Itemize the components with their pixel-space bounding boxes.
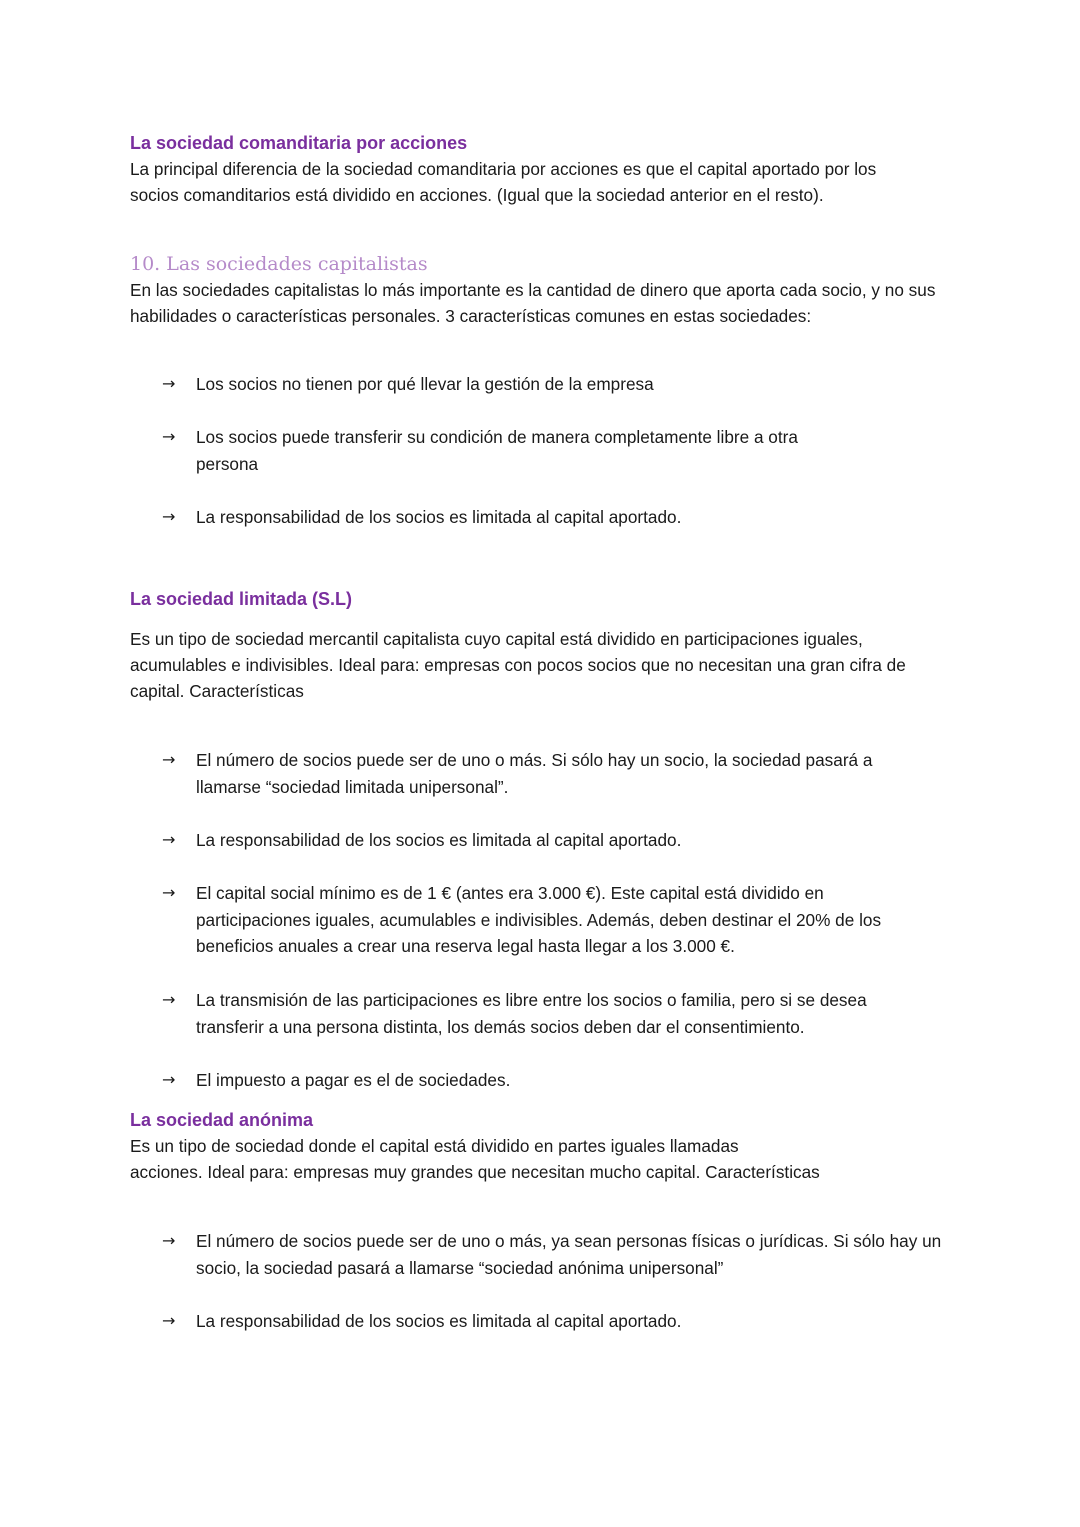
arrow-icon: →	[162, 1231, 176, 1250]
list-item	[130, 504, 950, 531]
list-item	[130, 424, 950, 477]
section-title: 10. Las sociedades capitalistas	[130, 253, 428, 275]
section-comanditaria-acciones	[130, 130, 950, 208]
arrow-icon: →	[162, 1070, 176, 1089]
section-body: La principal diferencia de la sociedad comanditaria por acciones es que el capital aportado por los socios comanditarios está dividido en acciones. (Igual que la sociedad anterior en el resto).	[130, 159, 877, 205]
section-title: La sociedad anónima	[130, 1110, 314, 1130]
list-item-text: El capital social mínimo es de 1 € (antes era 3.000 €). Este capital está dividido en participaciones iguales, acumulables e indivisibles. Además, deben destinar el 20% de los beneficios anuales a crear una reserva legal hasta llegar a los 3.000 €.	[196, 883, 882, 956]
arrow-icon: →	[162, 883, 176, 902]
section-title: La sociedad limitada (S.L)	[130, 589, 353, 609]
section-body-line: Es un tipo de sociedad donde el capital está dividido en partes iguales llamadas	[130, 1136, 739, 1156]
arrow-icon: →	[162, 427, 176, 446]
list-item	[130, 371, 950, 398]
list-item	[130, 747, 950, 800]
section-capitalistas	[130, 251, 950, 329]
list-item-text: La transmisión de las participaciones es libre entre los socios o familia, pero si se desea transferir a una persona distinta, los demás socios deben dar el consentimiento.	[196, 990, 867, 1037]
section-title: La sociedad comanditaria por acciones	[130, 133, 468, 153]
list-item	[130, 1228, 950, 1281]
section-limitada	[130, 586, 950, 612]
list-item-text: El impuesto a pagar es el de sociedades.	[196, 1070, 511, 1090]
list-item-text: Los socios puede transferir su condición de manera completamente libre a otra persona	[196, 427, 798, 474]
section-limitada-body	[130, 626, 950, 704]
arrow-icon: →	[162, 1311, 176, 1330]
list-item	[130, 1308, 950, 1335]
arrow-icon: →	[162, 507, 176, 526]
list-item-text: La responsabilidad de los socios es limitada al capital aportado.	[196, 507, 682, 527]
list-item-text: La responsabilidad de los socios es limitada al capital aportado.	[196, 1311, 682, 1331]
list-item-text: La responsabilidad de los socios es limitada al capital aportado.	[196, 830, 682, 850]
list-item	[130, 1067, 950, 1094]
list-item	[130, 880, 950, 960]
list-item-text: Los socios no tienen por qué llevar la gestión de la empresa	[196, 374, 654, 394]
list-item	[130, 827, 950, 854]
section-body: Es un tipo de sociedad mercantil capitalista cuyo capital está dividido en participaciones iguales, acumulables e indivisibles. Ideal para: empresas con pocos socios que no necesitan una gran cifra de capital. Características	[130, 629, 906, 701]
arrow-icon: →	[162, 830, 176, 849]
arrow-icon: →	[162, 374, 176, 393]
section-anonima	[130, 1107, 950, 1185]
section-body-line: acciones. Ideal para: empresas muy grandes que necesitan mucho capital. Características	[130, 1162, 820, 1182]
list-item	[130, 987, 950, 1040]
arrow-icon: →	[162, 750, 176, 769]
list-item-text: El número de socios puede ser de uno o más. Si sólo hay un socio, la sociedad pasará a llamarse “sociedad limitada unipersonal”.	[196, 750, 873, 797]
section-body: En las sociedades capitalistas lo más importante es la cantidad de dinero que aporta cada socio, y no sus habilidades o características personales. 3 características comunes en estas sociedades:	[130, 280, 936, 326]
arrow-icon: →	[162, 990, 176, 1009]
list-item-text: El número de socios puede ser de uno o más, ya sean personas físicas o jurídicas. Si sólo hay un socio, la sociedad pasará a llamarse “sociedad anónima unipersonal”	[196, 1231, 942, 1278]
